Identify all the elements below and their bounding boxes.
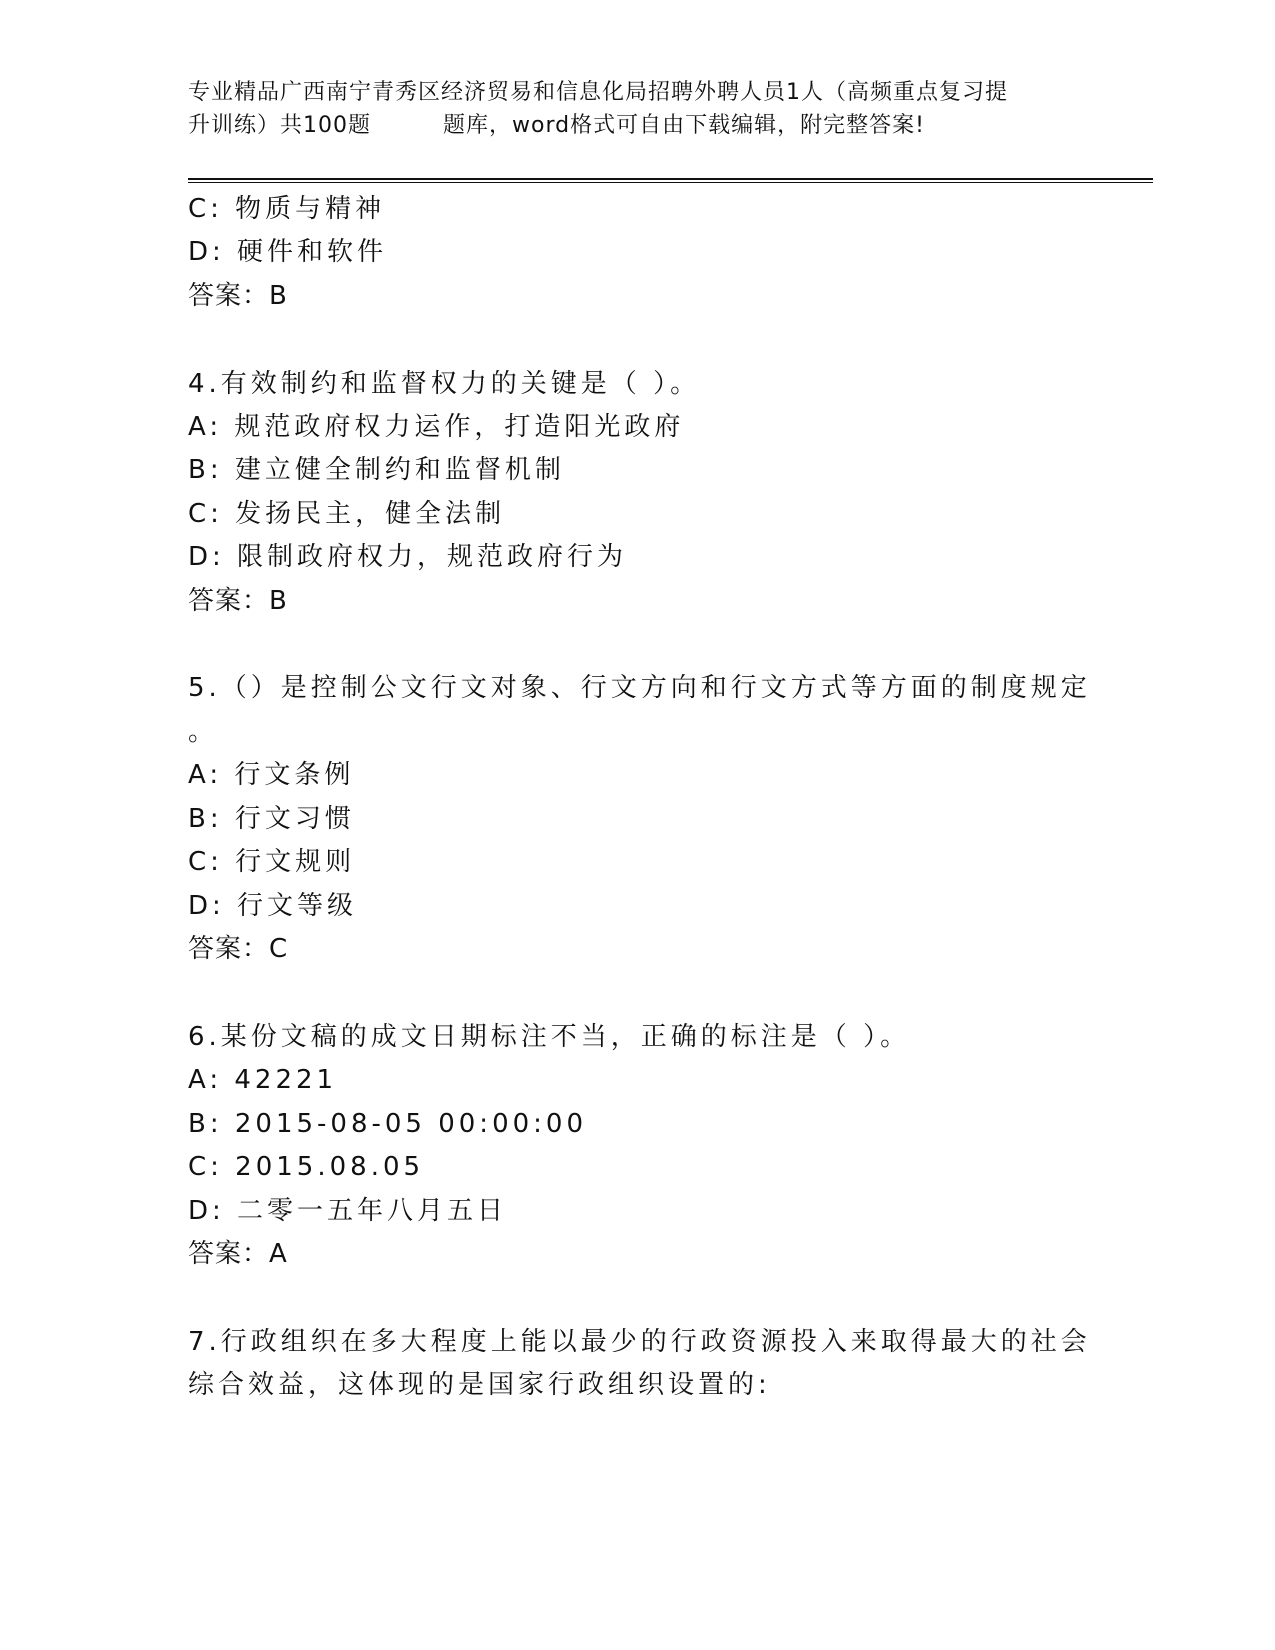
header-title-line1: 专业精品广西南宁青秀区经济贸易和信息化局招聘外聘人员1人（高频重点复习提 xyxy=(188,80,1008,105)
header-divider-thick xyxy=(188,178,1153,180)
q5-answer: 答案：C xyxy=(188,934,289,964)
q5-option-d: D: 行文等级 xyxy=(188,891,358,921)
q5-question-line2: 。 xyxy=(188,717,219,747)
q4-option-a: A: 规范政府权力运作，打造阳光政府 xyxy=(188,412,685,442)
q5-question-line1: 5.（）是控制公文行文对象、行文方向和行文方式等方面的制度规定 xyxy=(188,673,1091,703)
header-divider-thin xyxy=(188,182,1153,183)
q5-option-c: C: 行文规则 xyxy=(188,847,356,877)
q6-option-c: C: 2015.08.05 xyxy=(188,1152,425,1182)
q6-option-d: D: 二零一五年八月五日 xyxy=(188,1196,508,1226)
header-title-line2-part2: 题库，word格式可自由下载编辑，附完整答案! xyxy=(443,113,925,138)
q6-option-b: B: 2015-08-05 00:00:00 xyxy=(188,1109,587,1139)
header-title-line2 xyxy=(188,109,1088,142)
q3-option-d: D: 硬件和软件 xyxy=(188,237,388,267)
q5-option-b: B: 行文习惯 xyxy=(188,804,355,834)
q4-answer: 答案：B xyxy=(188,586,288,616)
page-header xyxy=(188,76,1088,142)
q4-question: 4.有效制约和监督权力的关键是（ ）。 xyxy=(188,369,701,399)
q5-option-a: A: 行文条例 xyxy=(188,760,355,790)
q4-option-d: D: 限制政府权力，规范政府行为 xyxy=(188,542,628,572)
q3-answer: 答案：B xyxy=(188,281,288,311)
q6-option-a: A: 42221 xyxy=(188,1065,338,1095)
q4-option-c: C: 发扬民主，健全法制 xyxy=(188,499,506,529)
q3-option-c: C: 物质与精神 xyxy=(188,194,386,224)
q4-option-b: B: 建立健全制约和监督机制 xyxy=(188,455,565,485)
q6-answer: 答案：A xyxy=(188,1239,288,1269)
q6-question: 6.某份文稿的成文日期标注不当，正确的标注是（ ）。 xyxy=(188,1022,911,1052)
q7-question-line1: 7.行政组织在多大程度上能以最少的行政资源投入来取得最大的社会 xyxy=(188,1327,1091,1357)
q7-question-line2: 综合效益，这体现的是国家行政组织设置的: xyxy=(188,1370,771,1400)
header-title-line2-part1: 升训练）共100题 xyxy=(188,113,371,138)
